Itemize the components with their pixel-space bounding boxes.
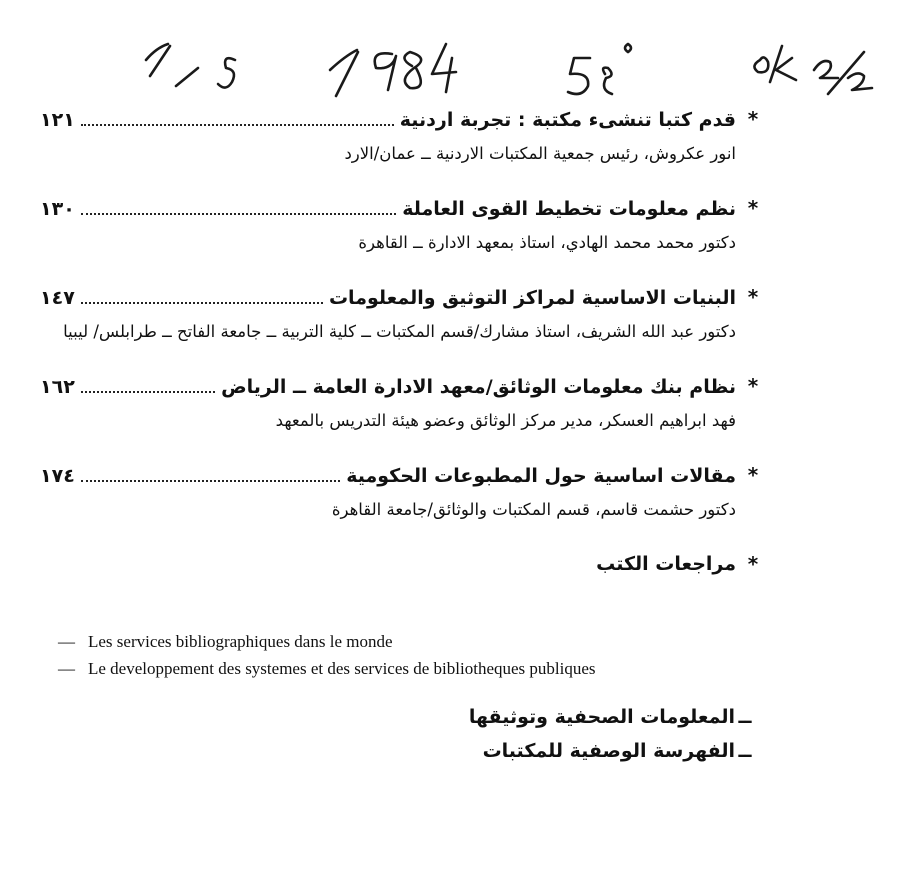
toc-entry <box>40 102 770 171</box>
bullet: * <box>747 196 759 220</box>
entry-author: فهد ابراهيم العسكر، مدير مركز الوثائق وعضو هيئة التدريس بالمعهد <box>275 411 736 430</box>
entry-author: دكتور محمد محمد الهادي، استاذ بمعهد الادارة ــ القاهرة <box>358 233 736 252</box>
bullet: * <box>747 552 759 576</box>
entry-title: البنيات الاساسية لمراكز التوثيق والمعلومات <box>328 287 736 309</box>
toc-entry <box>40 191 770 260</box>
entry-title: قدم كتبا تنشىء مكتبة : تجربة اردنية <box>399 109 736 131</box>
bullet: * <box>747 374 759 398</box>
dash: ــ <box>738 740 752 762</box>
reference-item <box>58 628 818 655</box>
book-reviews-heading-line <box>40 547 770 581</box>
handwritten-note <box>0 18 900 98</box>
page-number: ١٧٤ <box>40 465 75 487</box>
reference-item <box>300 734 755 768</box>
arabic-references <box>300 700 755 768</box>
table-of-contents <box>40 102 770 581</box>
page-number: ١٣٠ <box>40 198 75 220</box>
reference-title: Le developpement des systemes et des services de bibliotheques publiques <box>88 659 596 678</box>
dot-leader <box>81 479 340 482</box>
entry-title-line <box>40 369 770 404</box>
entry-author: دكتور عبد الله الشريف، استاذ مشارك/قسم المكتبات ــ كلية التربية ــ جامعة الفاتح ــ طرابلس/ ليبيا <box>63 322 736 341</box>
entry-title: نظام بنك معلومات الوثائق/معهد الادارة العامة ــ الرياض <box>221 376 736 398</box>
entry-author: دكتور حشمت قاسم، قسم المكتبات والوثائق/جامعة القاهرة <box>331 500 736 519</box>
bullet: * <box>747 285 759 309</box>
dot-leader <box>81 123 394 126</box>
dot-leader <box>81 212 396 215</box>
book-reviews-heading: مراجعات الكتب <box>596 553 736 575</box>
entry-title: نظم معلومات تخطيط القوى العاملة <box>402 198 736 220</box>
dash: ــ <box>738 706 752 728</box>
toc-entry <box>40 369 770 438</box>
handwritten-note-drawing <box>0 18 900 98</box>
toc-entry <box>40 458 770 527</box>
reference-item <box>58 655 818 682</box>
reference-title: المعلومات الصحفية وتوثيقها <box>468 706 735 728</box>
reference-item <box>300 700 755 734</box>
dot-leader <box>81 390 215 393</box>
bullet: * <box>747 463 759 487</box>
entry-author: انور عكروش، رئيس جمعية المكتبات الاردنية ــ عمان/الارد <box>344 144 736 163</box>
em-dash: — <box>58 659 75 678</box>
dot-leader <box>81 301 323 304</box>
entry-title-line <box>40 102 770 137</box>
entry-title: مقالات اساسية حول المطبوعات الحكومية <box>346 465 736 487</box>
em-dash: — <box>58 632 75 651</box>
page-number: ١٤٧ <box>40 287 75 309</box>
entry-title-line <box>40 280 770 315</box>
french-references <box>58 628 818 682</box>
entry-title-line <box>40 458 770 493</box>
reference-title: الفهرسة الوصفية للمكتبات <box>482 740 735 762</box>
page-number: ١٦٢ <box>40 376 75 398</box>
page-number: ١٢١ <box>40 109 75 131</box>
toc-entry <box>40 280 770 349</box>
bullet: * <box>747 107 759 131</box>
reference-title: Les services bibliographiques dans le monde <box>88 632 393 651</box>
entry-title-line <box>40 191 770 226</box>
